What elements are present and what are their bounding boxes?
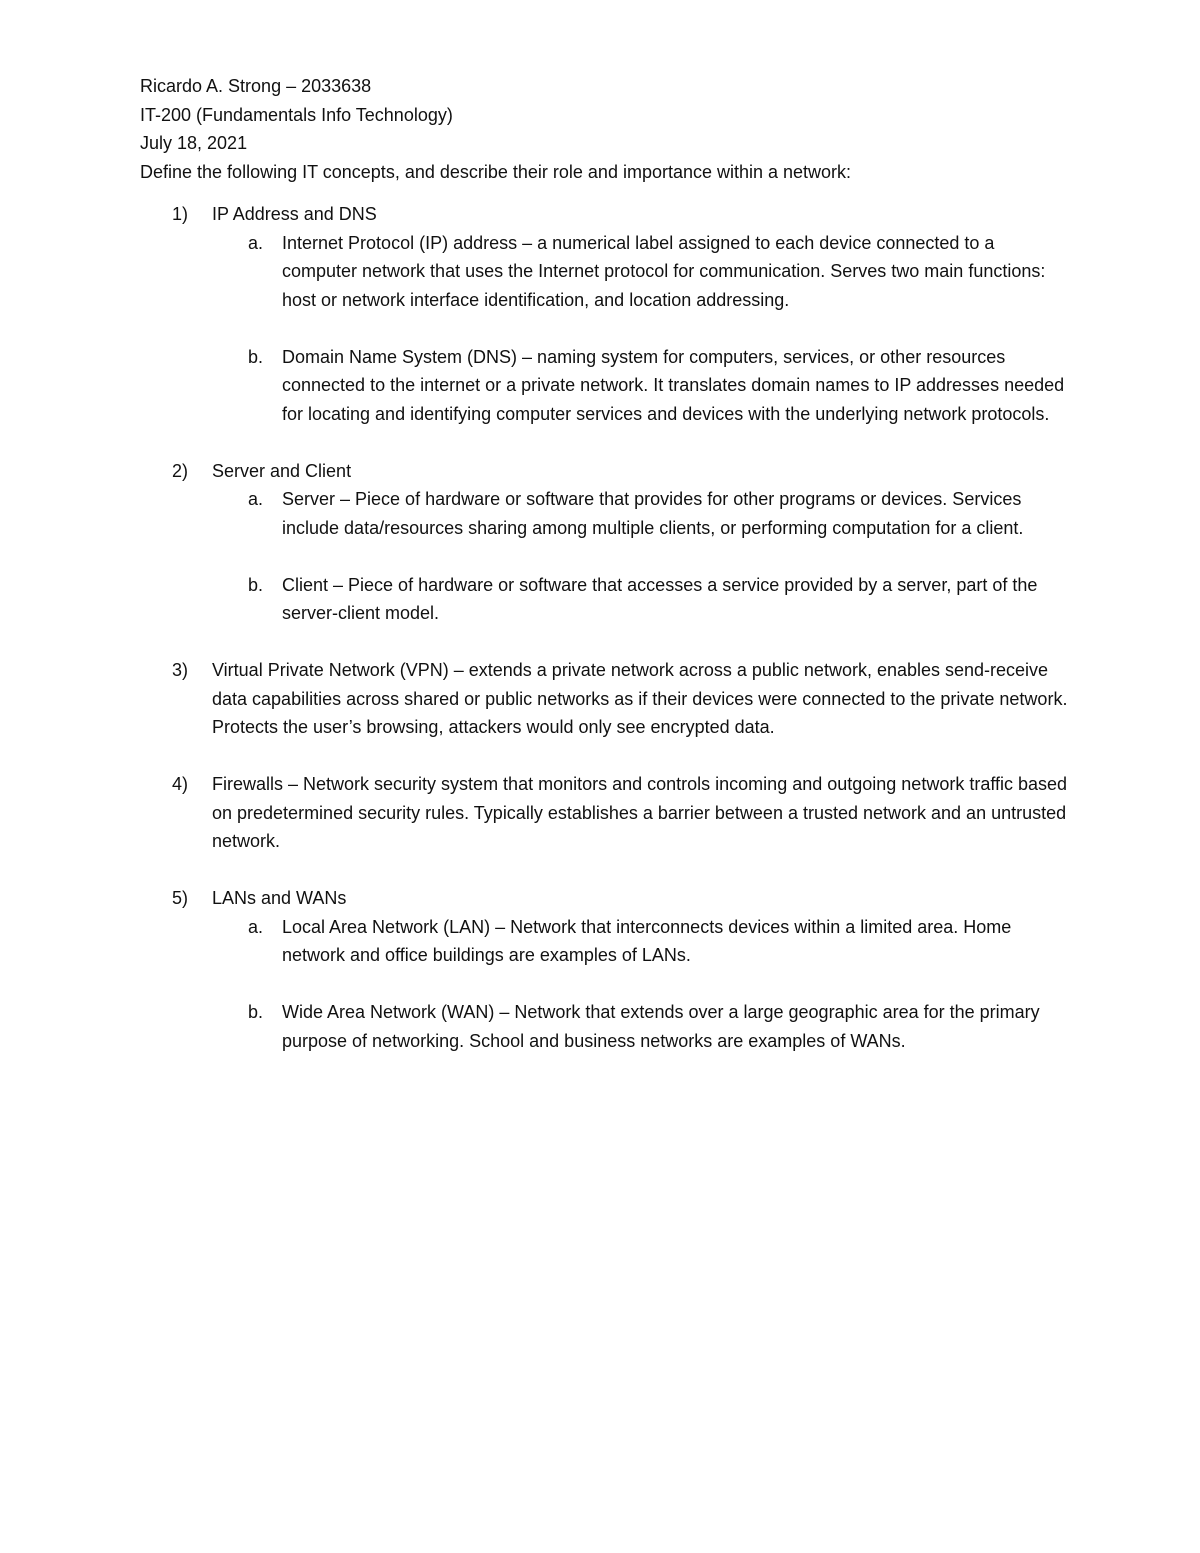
sub-item-5b — [212, 998, 1070, 1055]
sub-item-text: Client – Piece of hardware or software that accesses a service provided by a server, part of the server-client model. — [282, 574, 1038, 623]
list-item-title: IP Address and DNS — [212, 204, 377, 224]
list-item-1 — [140, 200, 1070, 428]
sub-item-letter: b. — [248, 574, 264, 595]
sub-item-1a — [212, 229, 1070, 315]
sub-item-letter: b. — [248, 346, 264, 367]
sub-item-text: Internet Protocol (IP) address – a numerical label assigned to each device connected to a computer network that uses the Internet protocol for communication. Serves two main functions: host or network interface identification, and location addressing. — [282, 232, 1046, 310]
list-item-title: LANs and WANs — [212, 888, 347, 908]
list-item-number: 1) — [172, 204, 189, 224]
list-item-number: 5) — [172, 888, 189, 908]
course-line: IT-200 (Fundamentals Info Technology) — [140, 104, 453, 125]
list-item-3 — [140, 656, 1070, 742]
sub-item-text: Domain Name System (DNS) – naming system for computers, services, or other resources connected to the internet or a private network. It translates domain names to IP addresses needed for locating and identifying computer services and devices with the underlying network protocols. — [282, 346, 1065, 424]
sub-item-1b — [212, 343, 1070, 429]
date-line: July 18, 2021 — [140, 133, 248, 153]
list-item-2 — [140, 457, 1070, 628]
list-item-title: Firewalls – Network security system that monitors and controls incoming and outgoing network traffic based on predetermined security rules. Typically establishes a barrier between a trusted network and an untrusted network. — [212, 774, 1068, 851]
list-item-number: 4) — [172, 774, 189, 794]
list-item-number: 2) — [172, 460, 189, 481]
sub-item-5a — [212, 913, 1070, 970]
list-item-title: Server and Client — [212, 460, 352, 481]
list-item-title: Virtual Private Network (VPN) – extends a private network across a public network, enables send-receive data capabilities across shared or public networks as if their devices were connected to the private network. Protects the user’s browsing, attackers would only see encrypted data. — [212, 660, 1068, 737]
sub-item-text: Server – Piece of hardware or software that provides for other programs or devices. Services include data/resources sharing among multiple clients, or performing computation for a client. — [282, 489, 1024, 538]
sub-item-2a — [212, 485, 1070, 542]
sub-item-text: Wide Area Network (WAN) – Network that extends over a large geographic area for the primary purpose of networking. School and business networks are examples of WANs. — [282, 1002, 1040, 1051]
list-item-5 — [140, 884, 1070, 1055]
list-item-4 — [140, 770, 1070, 856]
assignment-prompt: Define the following IT concepts, and describe their role and importance within a network: — [140, 161, 852, 182]
sub-item-letter: b. — [248, 1002, 264, 1022]
document-content — [140, 72, 1070, 1055]
sub-item-letter: a. — [248, 232, 264, 253]
sub-item-2b — [212, 571, 1070, 628]
list-item-number: 3) — [172, 660, 189, 680]
sub-item-letter: a. — [248, 489, 264, 509]
sub-item-text: Local Area Network (LAN) – Network that interconnects devices within a limited area. Home network and office buildings are examples of LANs. — [282, 916, 1012, 965]
author-line: Ricardo A. Strong – 2033638 — [140, 76, 372, 96]
sub-item-letter: a. — [248, 916, 264, 937]
